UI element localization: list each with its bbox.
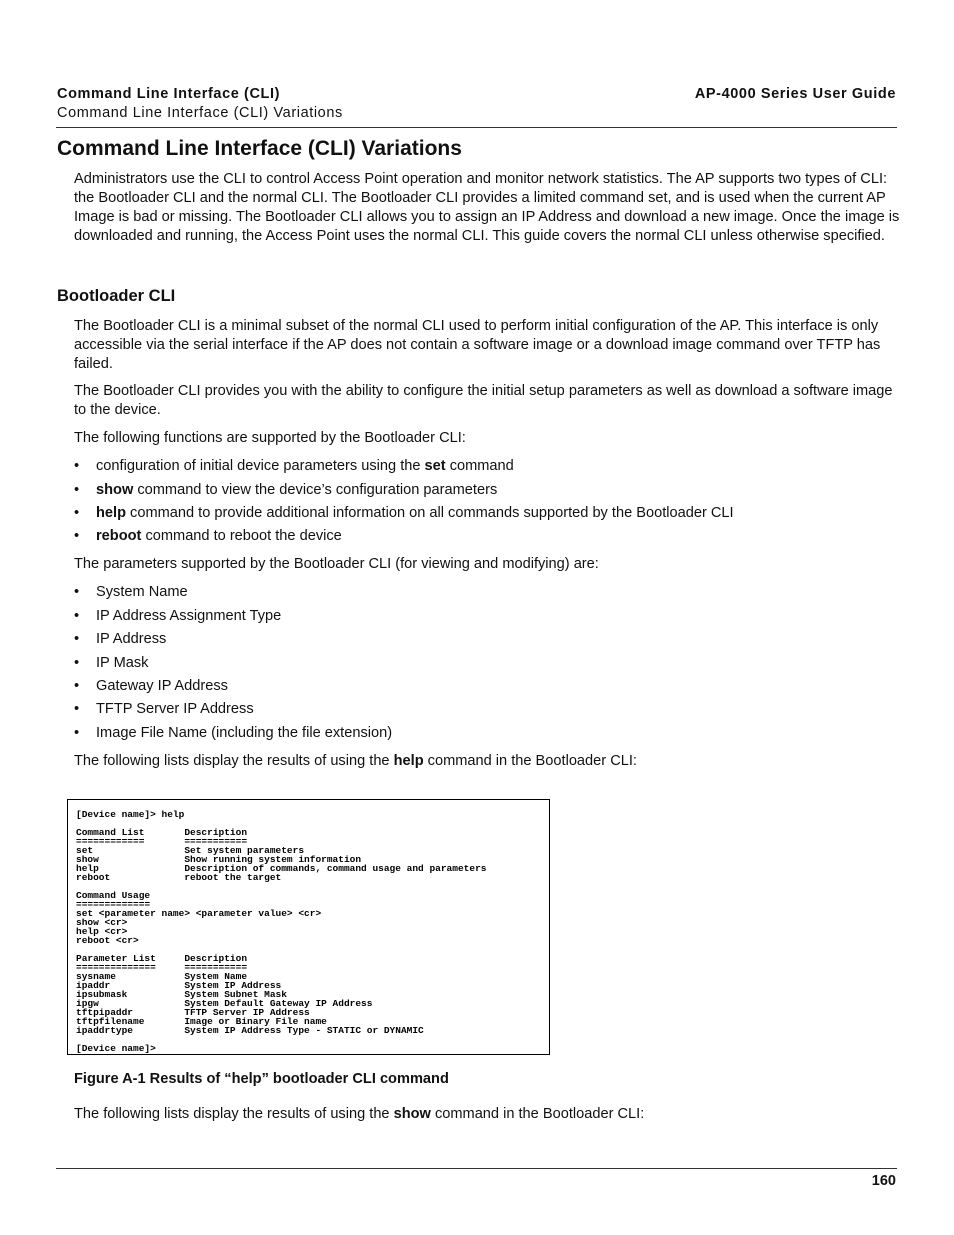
terminal-line: ============== =========== xyxy=(76,962,248,973)
bullet-marker: • xyxy=(74,528,80,544)
bullet-marker: • xyxy=(74,505,80,521)
bullet-marker: • xyxy=(74,655,80,671)
paragraph-5-pre: The following lists display the results of using the xyxy=(74,753,394,769)
terminal-line: set Set system parameters xyxy=(76,845,305,856)
paragraph-5 xyxy=(74,752,902,771)
terminal-line: tftpipaddr TFTP Server IP Address xyxy=(76,1007,310,1018)
paragraph-6-bold: show xyxy=(393,1106,431,1122)
function-text xyxy=(96,457,514,476)
function-command: reboot xyxy=(96,528,142,544)
page-header-chapter: Command Line Interface (CLI) xyxy=(57,86,281,102)
terminal-line: reboot <cr> xyxy=(76,935,139,946)
page-title: Command Line Interface (CLI) Variations xyxy=(57,137,462,160)
bullet-marker: • xyxy=(74,584,80,600)
terminal-line: ipaddr System IP Address xyxy=(76,980,282,991)
paragraph-1: The Bootloader CLI is a minimal subset of the normal CLI used to perform initial configuration of the AP. This interface is only accessible via the serial interface if the AP does not contain a software image or a download image command over TFTP has failed. xyxy=(74,318,881,372)
paragraph-3: The following functions are supported by the Bootloader CLI: xyxy=(74,430,466,446)
terminal-screenshot xyxy=(67,799,550,1055)
function-text xyxy=(96,481,497,500)
function-text-post: command to reboot the device xyxy=(141,528,342,544)
bullet-marker: • xyxy=(74,631,80,647)
bootloader-body xyxy=(74,317,902,787)
parameter-text: IP Mask xyxy=(96,655,149,671)
terminal-line: Command Usage xyxy=(76,890,151,901)
bullet-marker: • xyxy=(74,608,80,624)
terminal-line: tftpfilename Image or Binary File name xyxy=(76,1016,327,1027)
footer-rule xyxy=(56,1168,897,1169)
terminal-line: Parameter List Description xyxy=(76,953,248,964)
paragraph-4: The parameters supported by the Bootloader CLI (for viewing and modifying) are: xyxy=(74,556,599,572)
terminal-line: [Device name]> xyxy=(76,1043,156,1054)
page-header-guide-title: AP-4000 Series User Guide xyxy=(694,86,896,102)
function-text-post: command to provide additional information on all commands supported by the Bootloader CLI xyxy=(126,505,734,521)
parameter-text: IP Address xyxy=(96,631,167,647)
paragraph-6-post: command in the Bootloader CLI: xyxy=(430,1106,645,1122)
paragraph-6 xyxy=(74,1105,902,1124)
paragraph-2: The Bootloader CLI provides you with the ability to configure the initial setup parameters as well as download a software image to the device. xyxy=(74,383,893,418)
parameter-text: Gateway IP Address xyxy=(96,678,228,694)
terminal-line: sysname System Name xyxy=(76,971,248,982)
terminal-line: help Description of commands, command usage and parameters xyxy=(76,863,487,874)
terminal-line: [Device name]> help xyxy=(76,809,185,820)
terminal-line: set <parameter name> <parameter value> <cr> xyxy=(76,908,322,919)
function-text xyxy=(96,527,342,546)
paragraph-5-bold: help xyxy=(393,753,424,769)
parameter-list-item xyxy=(74,607,902,627)
figure-caption: Figure A-1 Results of “help” bootloader CLI command xyxy=(74,1071,449,1087)
terminal-line: ipaddrtype System IP Address Type - STATIC or DYNAMIC xyxy=(76,1025,424,1036)
parameter-list-item xyxy=(74,583,902,603)
function-list-item xyxy=(74,481,902,501)
function-text xyxy=(96,504,734,523)
function-text-post: command to view the device’s configuration parameters xyxy=(133,482,498,498)
parameter-list-item xyxy=(74,700,902,720)
terminal-line: ============ =========== xyxy=(76,836,248,847)
function-text-post: command xyxy=(445,458,514,474)
paragraph-6-pre: The following lists display the results of using the xyxy=(74,1106,394,1122)
parameter-text: TFTP Server IP Address xyxy=(96,701,254,717)
page-header-section: Command Line Interface (CLI) Variations xyxy=(57,105,343,121)
bullet-marker: • xyxy=(74,482,80,498)
bullet-marker: • xyxy=(74,678,80,694)
terminal-line: show Show running system information xyxy=(76,854,362,865)
intro-block xyxy=(74,170,902,266)
terminal-line: Command List Description xyxy=(76,827,248,838)
terminal-line: reboot reboot the target xyxy=(76,872,282,883)
terminal-line: help <cr> xyxy=(76,926,128,937)
parameter-list-item xyxy=(74,677,902,697)
terminal-line: show <cr> xyxy=(76,917,128,928)
intro-paragraph: Administrators use the CLI to control Access Point operation and monitor network statistics. The AP supports two types of CLI: the Bootloader CLI and the normal CLI. The Bootloader CLI provides a limited command set, and is used when the current AP Image is bad or missing. The Bootloader CLI allows you to assign an IP Address and download a new image. Once the image is downloaded and running, the Access Point uses the normal CLI. This guide covers the normal CLI unless otherwise specified. xyxy=(74,171,900,244)
parameter-text: Image File Name (including the file extension) xyxy=(96,725,393,741)
bullet-marker: • xyxy=(74,458,80,474)
bullet-marker: • xyxy=(74,725,80,741)
terminal-line: ============= xyxy=(76,899,151,910)
parameter-list-item xyxy=(74,654,902,674)
function-command: help xyxy=(96,505,126,521)
header-rule xyxy=(56,127,897,128)
function-list-item xyxy=(74,504,902,524)
parameter-list-item xyxy=(74,630,902,650)
parameter-list-item xyxy=(74,724,902,744)
paragraph-5-post: command in the Bootloader CLI: xyxy=(423,753,637,769)
parameter-text: IP Address Assignment Type xyxy=(96,608,282,624)
function-command: set xyxy=(424,458,446,474)
function-list-item xyxy=(74,527,902,547)
parameter-text: System Name xyxy=(96,584,188,600)
page-number: 160 xyxy=(871,1173,896,1189)
function-list-item xyxy=(74,457,902,477)
function-text-pre: configuration of initial device parameters using the xyxy=(96,458,425,474)
section-heading: Bootloader CLI xyxy=(57,287,176,305)
bullet-marker: • xyxy=(74,701,80,717)
terminal-line: ipgw System Default Gateway IP Address xyxy=(76,998,373,1009)
show-intro-block xyxy=(74,1105,902,1125)
function-command: show xyxy=(96,482,134,498)
terminal-line: ipsubmask System Subnet Mask xyxy=(76,989,287,1000)
